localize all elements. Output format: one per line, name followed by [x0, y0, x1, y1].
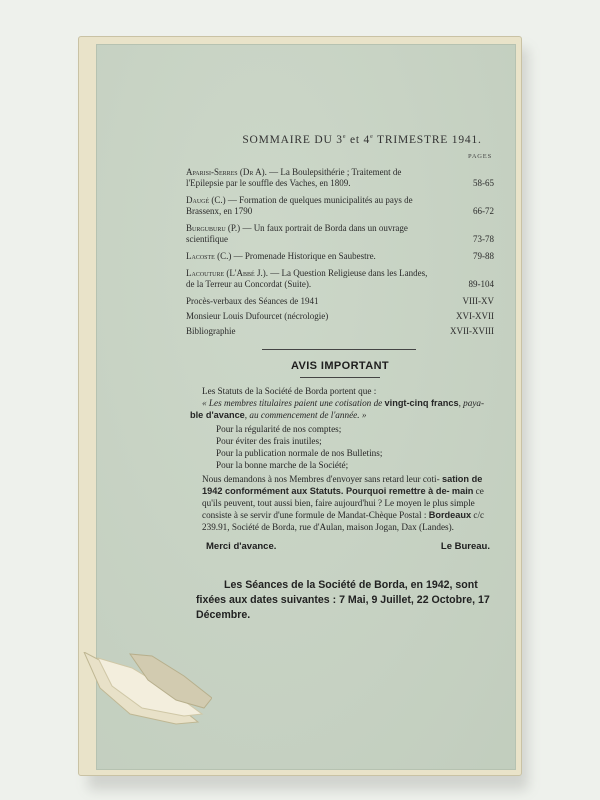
reason-item: Pour éviter des frais inutiles; — [216, 436, 322, 446]
statuts-quote: « Les membres titulaires paient une cotisation de vingt-cinq francs, paya- — [202, 398, 485, 408]
toc-entry: Burguburu (P.) — Un faux portrait de Borda dans un ouvrage scientifique 73-78 — [186, 223, 494, 244]
toc-page-range: 73-78 — [473, 234, 494, 244]
toc-page-range: 66-72 — [473, 206, 494, 216]
toc-entry: Aparisi-Serres (Dr A). — La Boulepsithérie ; Traitement de l'Epilepsie par le souffle des Vaches, en 1809. 58-65 — [186, 167, 494, 188]
toc-entry: Lacouture (L'Abbé J.). — La Question Religieuse dans les Landes, de la Terreur au Concordat (Suite). 89-104 — [186, 268, 494, 289]
reason-item: Pour la régularité de nos comptes; — [216, 424, 342, 434]
toc-page-range: XVI-XVII — [456, 311, 494, 321]
divider-rule — [300, 377, 380, 378]
folded-corner — [72, 652, 212, 732]
thanks-text: Merci d'avance. — [206, 541, 277, 552]
avis-intro: Les Statuts de la Société de Borda portent que : — [202, 386, 377, 396]
toc-page-range: 79-88 — [473, 251, 494, 261]
toc-entry: Daugé (C.) — Formation de quelques municipalités au pays de Brassenx, en 1790 66-72 — [186, 195, 494, 216]
reasons-list — [190, 423, 490, 471]
toc-page-range: XVII-XVIII — [450, 326, 494, 336]
avis-heading: AVIS IMPORTANT — [290, 360, 390, 372]
signature-text: Le Bureau. — [440, 541, 490, 552]
toc-page-range: VIII-XV — [462, 296, 494, 306]
sommaire-title: SOMMAIRE DU 3e et 4e TRIMESTRE 1941. — [242, 134, 482, 146]
seances-notice: Les Séances de la Société de Borda, en 1942, sont fixées aux dates suivantes : 7 Mai, 9 Juillet, 22 Octobre, 17 Décembre. — [196, 579, 490, 621]
reason-item: Pour la bonne marche de la Société; — [216, 460, 349, 470]
toc-page-range: 89-104 — [468, 279, 494, 289]
toc-entry: Monsieur Louis Dufourcet (nécrologie) XVI-XVII — [186, 311, 494, 321]
toc-page-range: 58-65 — [473, 178, 494, 188]
pages-column-header: PAGES — [468, 153, 492, 160]
table-of-contents — [186, 167, 494, 343]
signature-row — [206, 541, 490, 552]
divider-rule — [262, 349, 416, 350]
payment-request: Nous demandons à nos Membres d'envoyer sans retard leur coti- sation de 1942 conformément aux Statuts. Pourquoi remettre à de- main ce qu'ils peuvent, tout aussi bien, faire aujourd'hui ? Le moyen le plus simple consiste à se servir d'une formule de Mandat-Chèque Postal : Bordeaux c/c 239.91, Société de Borda, rue d'Aulan, maison Jogan, Dax (Landes). — [202, 474, 485, 532]
reason-item: Pour la publication normale de nos Bulletins; — [216, 448, 383, 458]
toc-entry: Lacoste (C.) — Promenade Historique en Saubestre. 79-88 — [186, 251, 494, 261]
toc-entry: Bibliographie XVII-XVIII — [186, 326, 494, 336]
avis-body — [190, 385, 490, 533]
toc-entry: Procès-verbaux des Séances de 1941 VIII-XV — [186, 296, 494, 306]
statuts-quote-cont: ble d'avance, au commencement de l'année. » — [190, 410, 367, 420]
